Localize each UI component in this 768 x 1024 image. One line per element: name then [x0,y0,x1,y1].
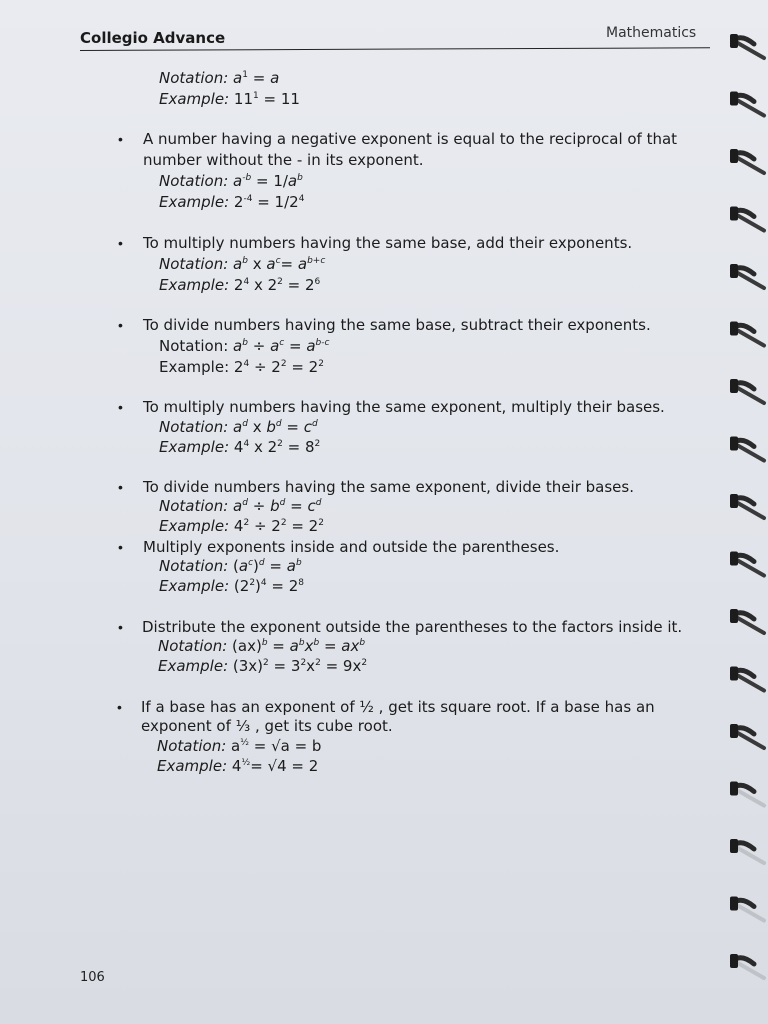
example-line: Example: $2^{-4} = 1/2^4$ [159,193,305,211]
rule-text: Distribute the exponent outside the parentheses to the factors inside it. [142,618,683,636]
notation-line: Notation: $a^d$ x $b^d = c^d$ [159,418,318,436]
rule-text: exponent of ⅓ , get its cube root. [141,717,393,735]
binding-hole [730,379,738,393]
binding-hole [730,724,738,738]
spiral-binding [728,30,768,1020]
example-line: Example: $4^4$ x $2^2 = 8^2$ [159,438,321,456]
example-line: Example: $4^{\frac{1}{2}}= √4 = 2$ [157,757,319,775]
notation-line: Notation: $(a^c)^d = a^b$ [159,557,302,575]
page-number: 106 [80,970,105,985]
example-line: Example: $11^1 = 11$ [159,90,300,108]
spiral-coil [736,157,764,173]
spiral-coil [736,387,764,403]
notation-line: Notation: $a^{\frac{1}{2}} = √a = b$ [157,737,322,755]
spiral-coil [736,560,764,576]
spiral-coil [736,215,764,231]
bullet: • [118,317,123,333]
rule-text: To divide numbers having the same exponent, divide their bases. [143,478,634,496]
binding-hole [730,839,738,853]
bullet: • [118,399,123,415]
rule-text: A number having a negative exponent is equal to the reciprocal of that [143,130,678,148]
notation-line: Notation: $a^b \div a^c = a^{b-c}$ [159,337,330,355]
rule-text: To divide numbers having the same base, subtract their exponents. [143,316,651,334]
notation-line: Notation: $(ax)^b = a^bx^b = ax^b$ [158,637,366,655]
binding-hole [730,437,738,451]
spiral-coil [736,272,764,288]
bullet: • [118,235,123,251]
spiral-coil [736,847,764,863]
binding-hole [730,552,738,566]
spiral-coil [736,675,764,691]
rule-text: To multiply numbers having the same base, add their exponents. [143,234,633,252]
example-line: Example: $2^4$ x $2^2 = 2^6$ [159,276,321,294]
spiral-coil [736,502,764,518]
binding-hole [730,782,738,796]
notation-line: Notation: $a^1 = a$ [159,69,280,87]
spiral-coil [736,790,764,806]
header-subject: Mathematics [606,25,697,41]
spiral-coil [736,905,764,921]
binding-hole [730,609,738,623]
binding-hole [730,954,738,968]
binding-hole [730,34,738,48]
bullet: • [117,699,122,715]
binding-hole [730,149,738,163]
notation-line: Notation: $a^{-b} = 1/a^b$ [159,172,303,190]
notation-line: Notation: $a^d \div b^d = c^d$ [159,497,322,515]
example-line: Example: $2^4 \div 2^2 = 2^2$ [159,358,324,376]
spiral-coil [736,617,764,633]
rule-text: Multiply exponents inside and outside the parentheses. [143,538,560,556]
bullet: • [118,619,123,635]
spiral-coil [736,100,764,116]
spiral-coil [736,445,764,461]
binding-hole [730,322,738,336]
spiral-coil [736,42,764,58]
notation-line: Notation: $a^b$ x $a^c= a^{b+c}$ [159,255,326,273]
header-book-title: Collegio Advance [80,29,226,47]
binding-hole [730,897,738,911]
spiral-coil [736,962,764,978]
binding-hole [730,494,738,508]
spiral-coil [736,330,764,346]
bullet: • [118,479,123,495]
binding-hole [730,264,738,278]
rule-text: If a base has an exponent of ½ , get its square root. If a base has an [141,698,655,716]
spiral-coil [736,732,764,748]
binding-hole [730,207,738,221]
binding-hole [730,667,738,681]
example-line: Example: $(3x)^2 = 3^2x^2 = 9x^2$ [158,657,368,675]
bullet: • [118,131,123,147]
bullet: • [118,539,123,555]
rule-text: To multiply numbers having the same exponent, multiply their bases. [143,398,665,416]
binding-hole [730,92,738,106]
example-line: Example: $(2^2)^4 = 2^8$ [159,577,305,595]
example-line: Example: $4^2 \div 2^2 = 2^2$ [159,517,324,535]
rule-text: number without the - in its exponent. [143,151,424,169]
